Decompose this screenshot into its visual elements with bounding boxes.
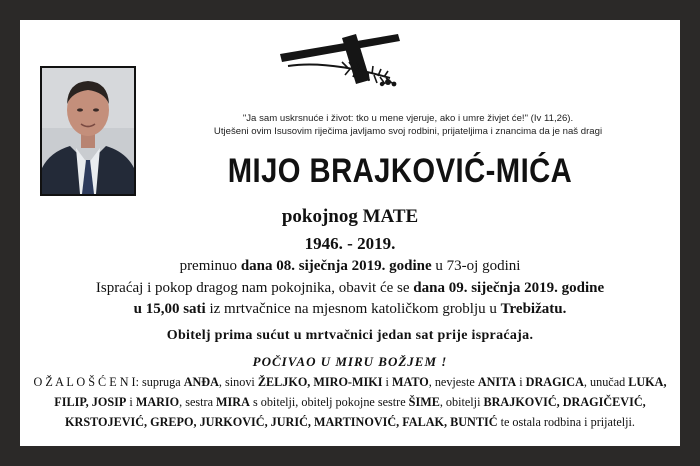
cross-with-palm-icon: [278, 32, 408, 94]
mourner-wife: ANĐA: [183, 375, 219, 389]
mourner-sons: ŽELJKO, MIRO-MIKI: [257, 375, 383, 389]
death-suffix: u 73-oj godini: [431, 258, 521, 274]
funeral-line-1: [20, 280, 680, 297]
rest-in-peace: POČIVAO U MIRU BOŽJEM !: [252, 354, 448, 369]
death-prefix: preminuo: [179, 258, 241, 274]
mourners-text: s obitelji, obitelj pokojne sestre: [249, 395, 409, 409]
mourners-text: , sinovi: [218, 375, 258, 389]
mourners-text: : supruga: [135, 375, 184, 389]
mourner-sister: MIRA: [216, 395, 250, 409]
funeral-text-2: iz mrtvačnice na mjesnom katoličkom groblju u: [205, 301, 501, 317]
portrait-photo: [40, 66, 136, 196]
mourners-text: i: [126, 395, 136, 409]
mourner-son: MATO: [391, 375, 429, 389]
mourner-grandchild: MARIO: [135, 395, 180, 409]
funeral-text-1: Ispraćaj i pokop dragog nam pokojnika, obavit će se: [95, 280, 414, 296]
quote-line-1: "Ja sam uskrsnuće i život: tko u mene vjeruje, ako i umre živjet će!" (Iv 11,26).: [242, 113, 574, 124]
mourners-list: [30, 372, 670, 432]
father-name: pokojnog MATE: [281, 206, 419, 227]
funeral-time: u 15,00 sati: [133, 301, 206, 317]
mourners-text: , obitelji: [439, 395, 484, 409]
bible-quote: [144, 112, 672, 138]
mourners-text: , sestra: [179, 395, 217, 409]
mourners-text: i: [516, 375, 526, 389]
obituary-card: [20, 20, 680, 446]
funeral-place: Trebižatu.: [500, 301, 567, 317]
mourner-grandchildren: LUKA, FILIP, JOSIP: [54, 375, 667, 409]
death-line: [20, 258, 680, 275]
funeral-line-2: [20, 301, 680, 318]
mourners-text: , nevjeste: [428, 375, 478, 389]
mourner-late-sister: ŠIME: [408, 395, 440, 409]
deceased-name: MIJO BRAJKOVIĆ-MIĆA: [227, 152, 573, 190]
mourner-dil-2: DRAGICA: [525, 375, 584, 389]
mourners-text: i: [382, 375, 392, 389]
death-date: dana 08. siječnja 2019. godine: [240, 258, 432, 274]
mourners-text: te ostala rodbina i prijatelji.: [497, 415, 635, 429]
funeral-date: dana 09. siječnja 2019. godine: [413, 280, 605, 296]
mourner-dil-1: ANITA: [477, 375, 517, 389]
quote-line-2: Utješeni ovim Isusovim riječima javljamo svoj rodbini, prijateljima i znancima da je naš dragi: [213, 126, 603, 137]
mourner-families: BRAJKOVIĆ, DRAGIČEVIĆ, KRSTOJEVIĆ, GREPO, JURKOVIĆ, JURIĆ, MARTINOVIĆ, FALAK, BUNTIĆ: [65, 395, 646, 429]
mourners-label: O Ž A L O Š Ć E N I: [33, 375, 136, 389]
condolence-line: Obitelj prima sućut u mrtvačnici jedan sat prije ispraćaja.: [166, 328, 534, 343]
life-years: 1946. - 2019.: [304, 234, 396, 253]
mourners-text: , unučad: [583, 375, 629, 389]
